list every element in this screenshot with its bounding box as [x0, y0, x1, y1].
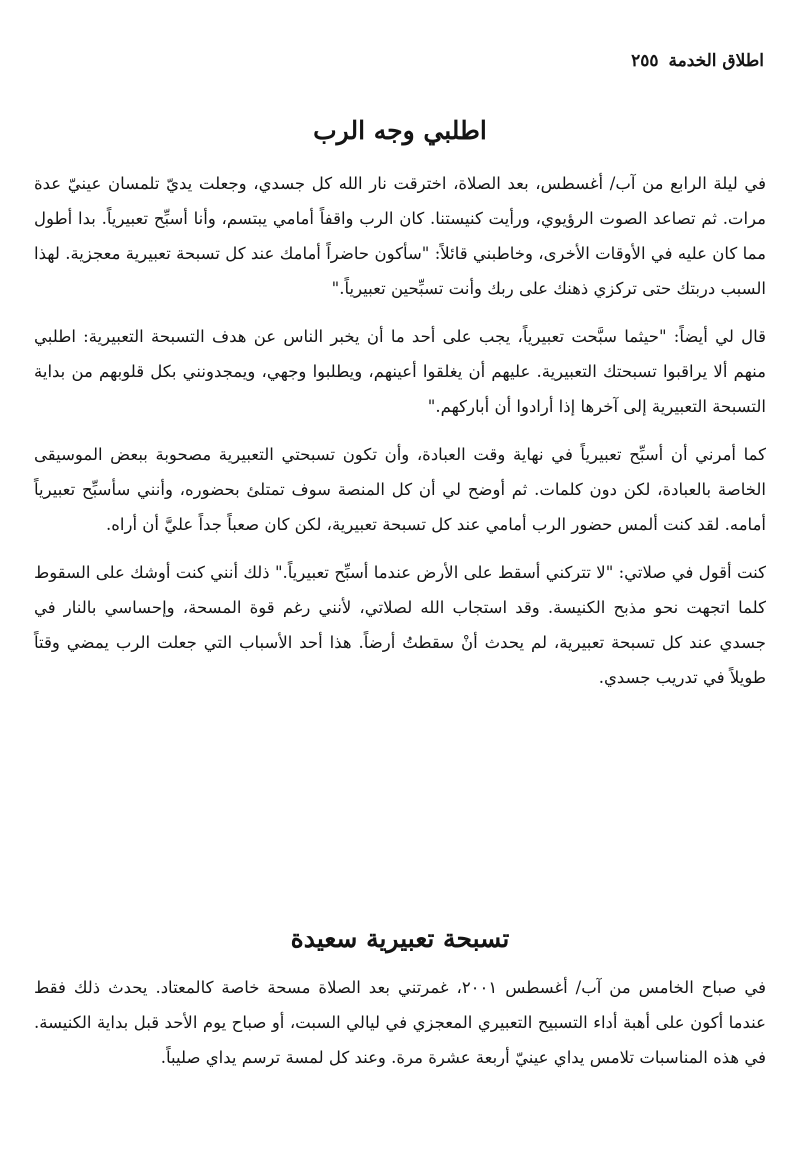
paragraph: كما أمرني أن أسبِّح تعبيرياً في نهاية وقت العبادة، وأن تكون تسبحتي التعبيرية مصحوبة ببعض الموسيقى الخاصة بالعبادة، لكن دون كلمات. ثم أوضح لي أن كل المنصة سوف تمتلئ بحضوره، وأنني سأسبِّح تعبيرياً أمامه. لقد كنت ألمس حضور الرب أمامي عند كل تسبحة تعبيرية، لكن كان صعباً جداً عليَّ أن أراه.	[34, 445, 766, 534]
running-header	[36, 46, 764, 76]
paragraph: كنت أقول في صلاتي: "لا تتركني أسقط على الأرض عندما أسبِّح تعبيرياً." ذلك أنني كنت أوشك على السقوط كلما اتجهت نحو مذبح الكنيسة. وقد استجاب الله لصلاتي، لأنني رغم قوة المسحة، وإحساسي بالنار في جسدي عند كل تسبحة تعبيرية، لم يحدث أنْ سقطتُ أرضاً. هذا أحد الأسباب التي جعلت الرب يمضي وقتاً طويلاً في تدريب جسدي.	[34, 563, 766, 687]
section-title-seek-face: اطلبي وجه الرب	[313, 116, 487, 145]
section-body-seek-face	[34, 166, 766, 708]
page-number: ٢٥٥	[631, 51, 659, 71]
paragraph: في ليلة الرابع من آب/ أغسطس، بعد الصلاة، اخترقت نار الله كل جسدي، وجعلت يديّ تلمسان عينيّ عدة مرات. ثم تصاعد الصوت الرؤيوي، ورأيت كنيستنا. كان الرب واقفاً أمامي يبتسم، وأنا أسبِّح تعبيرياً. بدا أطول مما كان عليه في الأوقات الأخرى، وخاطبني قائلاً: "سأكون حاضراً أمامك عند كل تسبحة تعبيرية معجزية. لهذا السبب دربتك حتى تركزي ذهنك على ربك وأنت تسبِّحين تعبيرياً."	[34, 174, 766, 298]
paragraph: في صباح الخامس من آب/ أغسطس ٢٠٠١، غمرتني بعد الصلاة مسحة خاصة كالمعتاد. يحدث ذلك فقط عندما أكون على أهبة أداء التسبيح التعبيري المعجزي في ليالي السبت، أو صباح يوم الأحد قبل بداية الكنيسة. في هذه المناسبات تلامس يداي عينيّ أربعة عشرة مرة. وعند كل لمسة ترسم يداي صليباً.	[34, 978, 766, 1067]
paragraph: قال لي أيضاً: "حيثما سبَّحت تعبيرياً، يجب على أحد ما أن يخبر الناس عن هدف التسبحة التعبيرية: اطلبي منهم ألا يراقبوا تسبحتك التعبيرية. عليهم أن يغلقوا أعينهم، ويطلبوا وجهي، ويمجدونني بكل قلوبهم من بداية التسبحة التعبيرية إلى آخرها إذا أرادوا أن أباركهم."	[34, 327, 766, 416]
running-header-title: اطلاق الخدمة	[668, 51, 764, 71]
section-title-happy-praise: تسبحة تعبيرية سعيدة	[290, 924, 510, 953]
section-body-happy-praise	[34, 970, 766, 1088]
